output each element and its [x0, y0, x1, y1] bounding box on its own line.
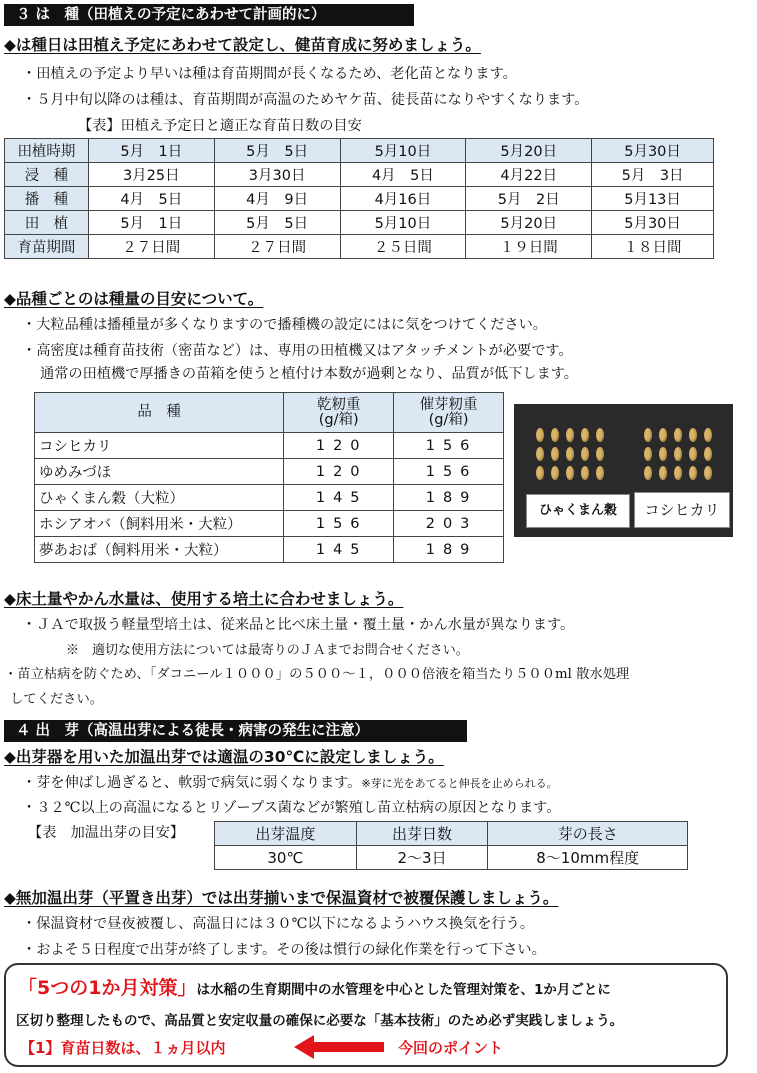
point-tag: 今回のポイント — [398, 1039, 504, 1057]
bullet-text: ・およそ５日程度で出芽が終了します。その後は慣行の緑化作業を行って下さい。 — [22, 942, 546, 958]
table-cell: 浸 種 — [5, 163, 89, 187]
table-cell: 2～3日 — [356, 846, 488, 870]
bullet-text: 通常の田植機で厚播きの苗箱を使うと植付け本数が過剰となり、品質が低下します。 — [40, 366, 578, 382]
table-cell: ２７日間 — [88, 235, 214, 259]
table-cell: 5月 2日 — [466, 187, 592, 211]
bullet-text: してください。 — [10, 692, 104, 707]
rice-seed — [704, 428, 712, 442]
table-header-row — [215, 822, 688, 846]
bullet-text: ・保温資材で昼夜被覆し、高温日には３０℃以下になるようハウス換気を行う。 — [22, 916, 535, 932]
table-cell: 145 — [284, 537, 394, 563]
table-cell: 8～10mm程度 — [488, 846, 688, 870]
table-row — [35, 433, 504, 459]
table-cell: 5月30日 — [592, 211, 714, 235]
section3-heading-2: ◆品種ごとのは種量の目安について。 — [4, 290, 264, 308]
photo-label-hyakumangoku: ひゃくまん穀 — [526, 494, 630, 528]
table-cell: 3月25日 — [88, 163, 214, 187]
bullet-text: ・苗立枯病を防ぐため、「ダコニール１０００」の５００～１，０００倍液を箱当たり５００ml 散水処理 — [4, 667, 630, 682]
table-cell: 5月20日 — [466, 211, 592, 235]
table-cell: 5月20日 — [466, 139, 592, 163]
table-header-row — [35, 393, 504, 433]
table-cell: 4月 5日 — [340, 163, 466, 187]
rice-seed — [659, 428, 667, 442]
table-row — [5, 235, 714, 259]
rice-seed — [674, 466, 682, 480]
rice-seed — [659, 466, 667, 480]
bullet-text: ・３２℃以上の高温になるとリゾープス菌などが繁殖し苗立枯病の原因となります。 — [22, 800, 561, 816]
table-cell: ひゃくまん穀（大粒） — [35, 485, 284, 511]
bullet-text: ・大粒品種は播種量が多くなりますので播種機の設定にはに気をつけてください。 — [22, 317, 547, 333]
rice-seed — [566, 466, 574, 480]
bullet-text: ・田植えの予定より早いは種は育苗期間が長くなるため、老化苗となります。 — [22, 66, 517, 82]
table-cell: 5月 5日 — [214, 139, 340, 163]
table-cell: 催芽籾重 (g/箱) — [394, 393, 504, 433]
table-cell: 4月 5日 — [88, 187, 214, 211]
table-cell: 5月30日 — [592, 139, 714, 163]
bullet-text: ・５月中旬以降のは種は、育苗期間が高温のためヤケ苗、徒長苗になりやすくなります。 — [22, 92, 589, 108]
table-cell: 5月 1日 — [88, 139, 214, 163]
table-cell: 5月10日 — [340, 139, 466, 163]
rice-seed — [566, 447, 574, 461]
rice-seed — [704, 447, 712, 461]
section4-heading-2: ◆無加温出芽（平置き出芽）では出芽揃いまで保温資材で被覆保護しましょう。 — [4, 889, 559, 907]
left-arrow-icon — [294, 1035, 384, 1059]
table-cell: 育苗期間 — [5, 235, 89, 259]
rice-seed — [659, 447, 667, 461]
rice-seed — [644, 466, 652, 480]
rice-seed — [551, 428, 559, 442]
table-row — [35, 459, 504, 485]
rice-seed — [581, 466, 589, 480]
table-row — [5, 211, 714, 235]
table-header-row — [5, 139, 714, 163]
table-cell: 田植時期 — [5, 139, 89, 163]
rice-seed — [551, 447, 559, 461]
table-cell: ホシアオバ（飼料用米・大粒） — [35, 511, 284, 537]
table-cell: 5月 5日 — [214, 211, 340, 235]
photo-label-koshihikari: コシヒカリ — [634, 492, 730, 528]
point-label: 【1】育苗日数は、１ヵ月以内 — [20, 1039, 226, 1057]
table-cell: 4月16日 — [340, 187, 466, 211]
box-title: 「5つの1か月対策」 — [18, 977, 197, 999]
section4-header: ４ 出 芽（高温出芽による徒長・病害の発生に注意） — [4, 720, 467, 742]
table-cell: １８日間 — [592, 235, 714, 259]
bullet-main: ・芽を伸ばし過ぎると、軟弱で病気に弱くなります。 — [22, 775, 362, 791]
rice-seed — [536, 466, 544, 480]
table-cell: 189 — [394, 537, 504, 563]
table-cell: 3月30日 — [214, 163, 340, 187]
table-cell: 5月 3日 — [592, 163, 714, 187]
section4-heading-1: ◆出芽器を用いた加温出芽では適温の30℃に設定しましょう。 — [4, 748, 444, 766]
table-cell: １９日間 — [466, 235, 592, 259]
box-text: は水稲の生育期間中の水管理を中心とした管理対策を、1か月ごとに — [196, 982, 611, 998]
table-cell: 203 — [394, 511, 504, 537]
rice-seed — [536, 428, 544, 442]
table-cell: 30℃ — [215, 846, 357, 870]
rice-seed — [674, 447, 682, 461]
section3-header: ３ は 種（田植えの予定にあわせて計画的に） — [4, 4, 414, 26]
table-cell: 156 — [394, 459, 504, 485]
table-cell: 120 — [284, 459, 394, 485]
germination-table — [214, 821, 688, 870]
rice-seed — [689, 466, 697, 480]
table-cell: 4月 9日 — [214, 187, 340, 211]
table-row — [5, 163, 714, 187]
planting-schedule-table — [4, 138, 714, 259]
rice-seed — [689, 428, 697, 442]
note-text: ※ 適切な使用方法については最寄りのＪＡまでお問合せください。 — [66, 643, 469, 658]
table-cell: 4月22日 — [466, 163, 592, 187]
box-line-1 — [18, 973, 611, 1000]
rice-seed — [704, 466, 712, 480]
table-cell: 189 — [394, 485, 504, 511]
table-row — [35, 511, 504, 537]
table-cell: 145 — [284, 485, 394, 511]
table-cell: 156 — [394, 433, 504, 459]
table-cell: 5月 1日 — [88, 211, 214, 235]
table-row — [215, 846, 688, 870]
rice-seed — [581, 428, 589, 442]
table-cell: ゆめみづほ — [35, 459, 284, 485]
table-cell: コシヒカリ — [35, 433, 284, 459]
table-row — [5, 187, 714, 211]
rice-seed — [644, 447, 652, 461]
table-cell: 田 植 — [5, 211, 89, 235]
section3-heading-1: ◆は種日は田植え予定にあわせて設定し、健苗育成に努めましょう。 — [4, 36, 481, 54]
table-row — [35, 485, 504, 511]
rice-seed — [536, 447, 544, 461]
monthly-measures-box — [4, 963, 728, 1067]
bullet-text: ・高密度は種育苗技術（密苗など）は、専用の田植機又はアタッチメントが必要です。 — [22, 343, 573, 359]
table-cell: 播 種 — [5, 187, 89, 211]
table-row — [35, 537, 504, 563]
table-cell: ２７日間 — [214, 235, 340, 259]
table-cell: 品 種 — [35, 393, 284, 433]
rice-seed — [596, 447, 604, 461]
rice-seed — [596, 466, 604, 480]
bullet-text — [22, 772, 558, 792]
rice-seed — [674, 428, 682, 442]
section3-heading-3: ◆床土量やかん水量は、使用する培土に合わせましょう。 — [4, 590, 404, 608]
table-cell: 出芽温度 — [215, 822, 357, 846]
table-cell: 乾籾重 (g/箱) — [284, 393, 394, 433]
rice-seed — [644, 428, 652, 442]
table-cell: 156 — [284, 511, 394, 537]
table-cell: ２５日間 — [340, 235, 466, 259]
rice-seed — [581, 447, 589, 461]
rice-seed — [689, 447, 697, 461]
table-cell: 5月10日 — [340, 211, 466, 235]
table-cell: 出芽日数 — [356, 822, 488, 846]
rice-seed — [551, 466, 559, 480]
variety-seeding-table — [34, 392, 504, 563]
table-cell: 120 — [284, 433, 394, 459]
rice-seed — [596, 428, 604, 442]
table-cell: 5月13日 — [592, 187, 714, 211]
bullet-note: ※芽に光をあてると伸長を止められる。 — [361, 777, 558, 790]
box-line-2: 区切り整理したもので、高品質と安定収量の確保に必要な「基本技術」のため必ず実践しましょう。 — [16, 1013, 624, 1029]
table-cell: 芽の長さ — [488, 822, 688, 846]
bullet-text: ・ＪＡで取扱う軽量型培土は、従来品と比べ床土量・覆土量・かん水量が異なります。 — [22, 617, 575, 633]
table-cell: 夢あおば（飼料用米・大粒） — [35, 537, 284, 563]
seed-comparison-photo — [514, 404, 733, 537]
rice-seed — [566, 428, 574, 442]
table-caption: 【表】田植え予定日と適正な育苗日数の目安 — [78, 118, 362, 134]
table-caption: 【表 加温出芽の目安】 — [28, 825, 185, 841]
